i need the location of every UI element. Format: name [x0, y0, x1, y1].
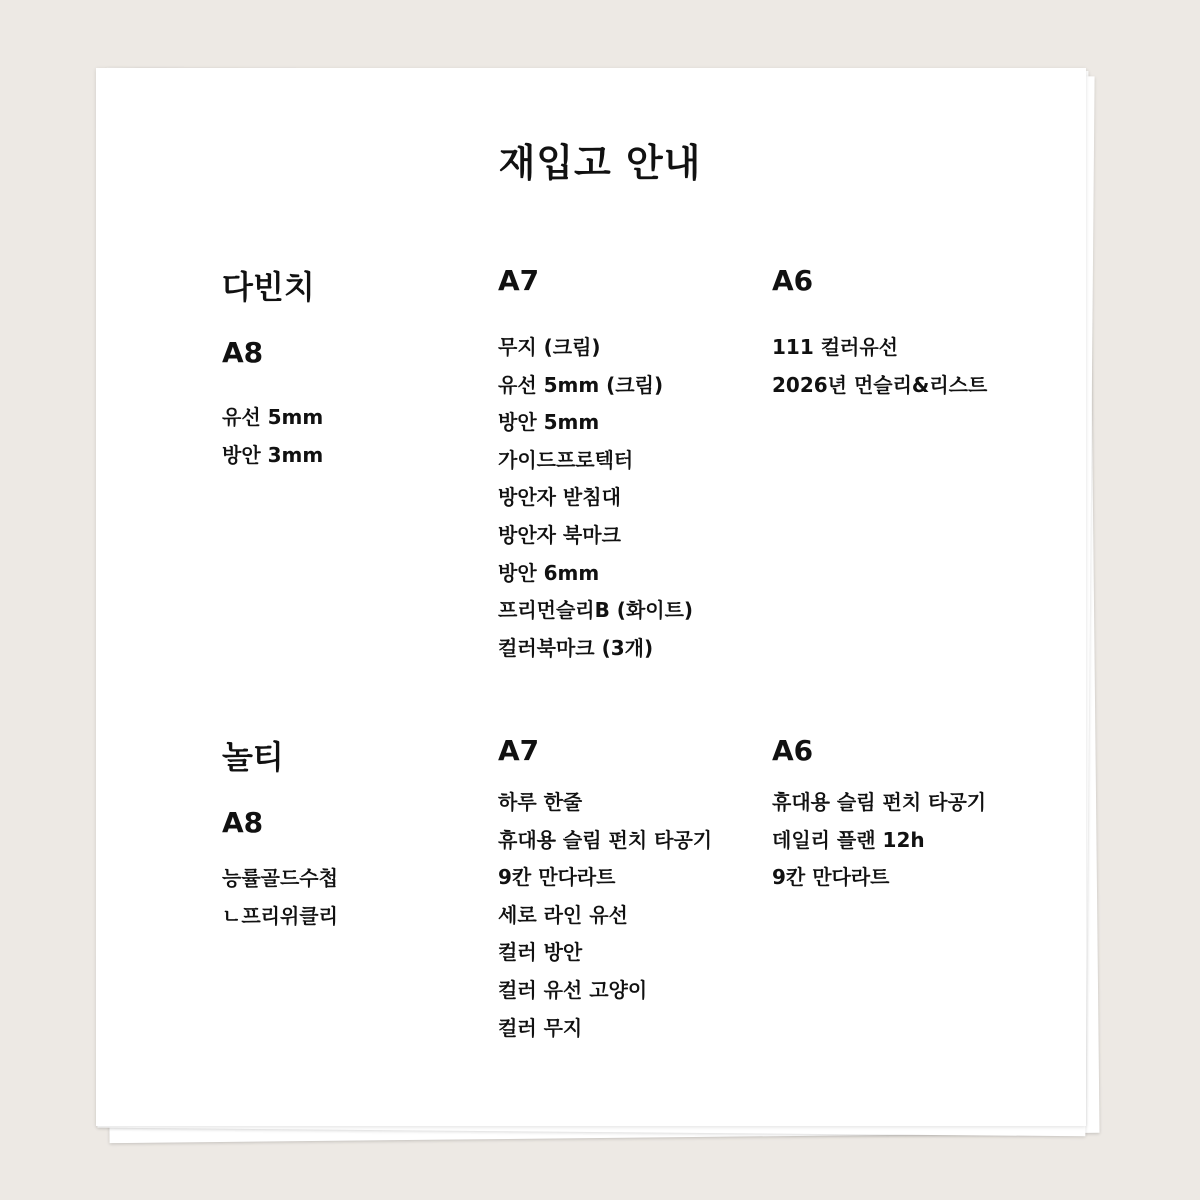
- davinci-a7-list: [498, 329, 693, 667]
- nolty-a6-column: [772, 734, 813, 767]
- size-heading: A6: [772, 734, 814, 767]
- list-item: 컬러 유선 고양이: [498, 977, 648, 1002]
- list-item: 방안 3mm: [222, 442, 324, 467]
- list-item: 유선 5mm (크림): [498, 372, 664, 397]
- list-item: ㄴ프리위클리: [222, 903, 338, 928]
- list-item: 방안자 북마크: [498, 522, 621, 547]
- list-item: 방안자 받침대: [498, 485, 621, 510]
- nolty-a8-column: [222, 806, 263, 839]
- list-item: 하루 한줄: [498, 790, 583, 814]
- list-item: 휴대용 슬림 펀치 타공기: [772, 790, 987, 814]
- list-item: 컬러북마크 (3개): [498, 635, 654, 660]
- list-item: 데일리 플랜 12h: [772, 827, 925, 852]
- list-item: 9칸 만다라트: [498, 865, 616, 890]
- page-title: 재입고 안내: [498, 141, 702, 185]
- nolty-a7-column: [498, 734, 539, 767]
- davinci-a6-column: [772, 264, 813, 297]
- davinci-a8-column: [222, 336, 263, 369]
- list-item: 무지 (크림): [498, 335, 601, 359]
- davinci-a6-list: [772, 329, 987, 404]
- brand-nolty-block: [222, 732, 284, 778]
- davinci-a7-column: [498, 264, 539, 297]
- nolty-a8-list: [222, 860, 338, 935]
- list-item: 능률골드수첩: [222, 866, 338, 890]
- brand-davinci-block: [222, 262, 315, 308]
- list-item: 2026년 먼슬리&리스트: [772, 372, 988, 397]
- nolty-a6-list: [772, 784, 986, 897]
- list-item: 컬러 방안: [498, 940, 583, 965]
- list-item: 방안 6mm: [498, 560, 600, 585]
- size-heading: A7: [498, 264, 540, 297]
- list-item: 가이드프로텍터: [498, 447, 634, 472]
- size-heading: A8: [222, 806, 264, 839]
- size-heading: A8: [222, 336, 264, 369]
- list-item: 컬러 무지: [498, 1015, 583, 1040]
- size-heading: A7: [498, 734, 540, 767]
- davinci-a8-list: [222, 399, 323, 474]
- list-item: 세로 라인 유선: [498, 902, 628, 927]
- list-item: 유선 5mm: [222, 405, 324, 429]
- list-item: 휴대용 슬림 펀치 타공기: [498, 827, 713, 852]
- list-item: 프리먼슬리B (화이트): [498, 598, 694, 623]
- nolty-a7-list: [498, 784, 712, 1047]
- brand-name: 다빈치: [222, 268, 315, 306]
- size-heading: A6: [772, 264, 814, 297]
- brand-name: 놀티: [222, 738, 284, 776]
- list-item: 9칸 만다라트: [772, 865, 890, 890]
- list-item: 방안 5mm: [498, 410, 600, 435]
- list-item: 111 컬러유선: [772, 335, 898, 359]
